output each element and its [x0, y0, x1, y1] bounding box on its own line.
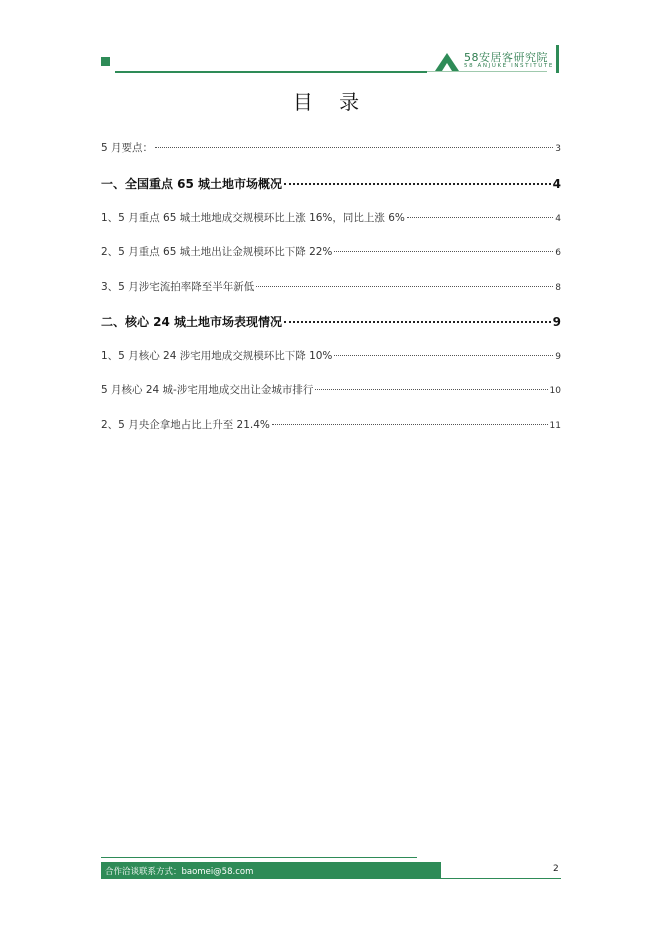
header-vertical-bar: [556, 45, 559, 73]
toc-entry[interactable]: [101, 279, 561, 294]
toc-entry-page: 4: [555, 214, 561, 224]
header-divider: [115, 71, 427, 73]
toc-leader-dots: [334, 251, 553, 252]
logo-subtitle: 58 ANJUKE INSTITUTE: [464, 63, 554, 69]
toc-entry[interactable]: [101, 382, 561, 397]
toc-entry-label: 5 月核心 24 城-涉宅用地成交出让金城市排行: [101, 384, 314, 396]
footer-thin-line: [441, 878, 561, 879]
logo-name: 58安居客研究院: [464, 51, 548, 64]
toc-leader-dots: [315, 389, 547, 390]
toc-entry-label: 3、5 月涉宅流拍率降至半年新低: [101, 281, 255, 293]
toc-entry-label: 1、5 月核心 24 涉宅用地成交规模环比下降 10%: [101, 350, 333, 362]
toc-leader-dots: [284, 183, 551, 185]
toc-leader-dots: [272, 424, 548, 425]
toc-entry-page: 3: [555, 144, 561, 154]
footer-divider: [101, 857, 417, 858]
toc-entry[interactable]: [101, 417, 561, 432]
toc-leader-dots: [284, 321, 551, 323]
header-square-mark: [101, 57, 110, 66]
footer-contact: 合作洽谈联系方式：baomei@58.com: [105, 867, 254, 877]
toc-entry-label: 2、5 月重点 65 城土地出让金规模环比下降 22%: [101, 246, 333, 258]
toc-leader-dots: [256, 286, 553, 287]
toc-leader-dots: [407, 217, 553, 218]
toc-entry-page: 11: [549, 421, 561, 431]
toc-entry-page: 10: [549, 386, 561, 396]
toc-leader-dots: [334, 355, 553, 356]
toc-entry-page: 6: [555, 248, 561, 258]
page-title: 目 录: [292, 90, 370, 114]
toc-entry[interactable]: [101, 175, 561, 192]
toc-entry[interactable]: [101, 140, 561, 155]
toc-entry-label: 5 月要点：: [101, 142, 154, 154]
footer-bar-slant: [417, 862, 441, 879]
toc-entry[interactable]: [101, 244, 561, 259]
toc-entry-label: 二、核心 24 城土地市场表现情况: [101, 315, 283, 329]
toc-entry[interactable]: [101, 348, 561, 363]
toc-entry-label: 1、5 月重点 65 城土地地成交规模环比上涨 16%，同比上涨 6%: [101, 212, 405, 224]
toc-entry-page: 4: [552, 177, 561, 191]
toc-leader-dots: [155, 147, 553, 148]
toc-entry-label: 2、5 月央企拿地占比上升至 21.4%: [101, 419, 270, 431]
toc-entry[interactable]: [101, 313, 561, 330]
toc-entry-label: 一、全国重点 65 城土地市场概况: [101, 177, 283, 191]
toc-entry-page: 9: [552, 315, 561, 329]
page-number: 2: [553, 864, 559, 874]
toc-entry-page: 8: [555, 283, 561, 293]
toc-entry-page: 9: [555, 352, 561, 362]
toc-entry[interactable]: [101, 210, 561, 225]
